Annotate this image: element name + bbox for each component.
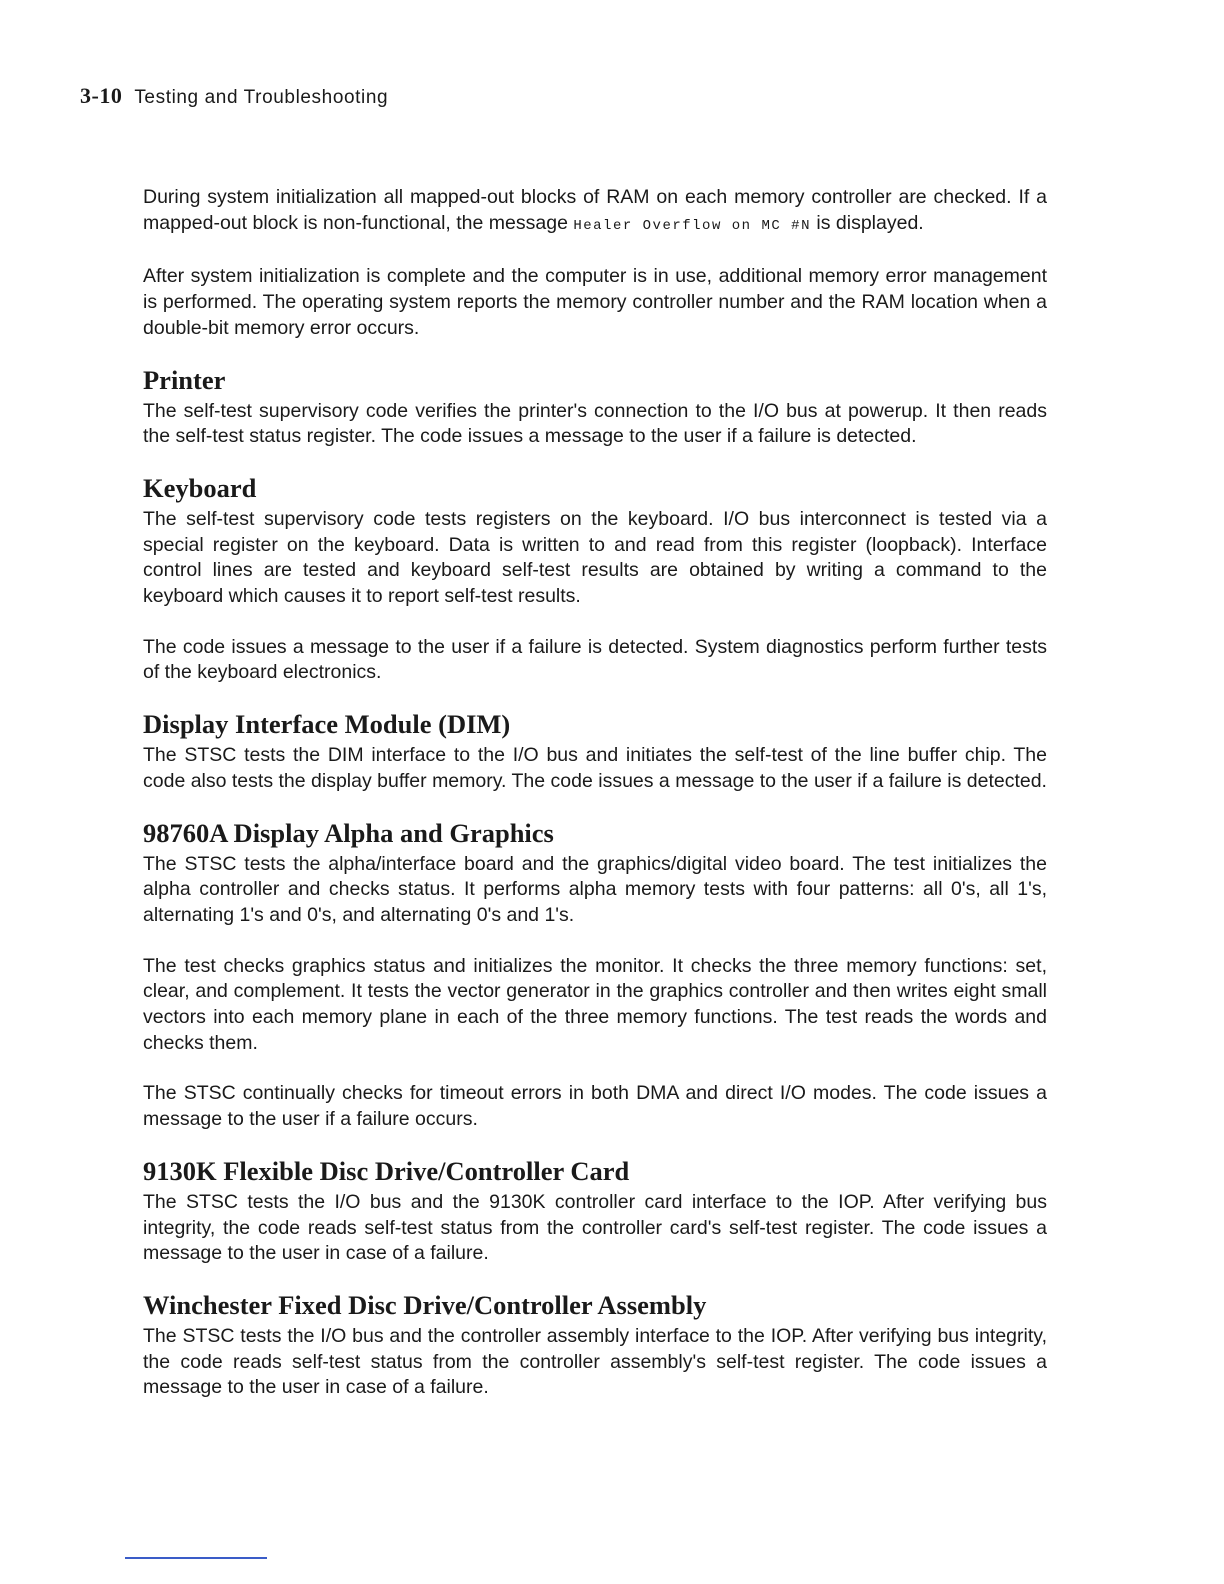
dim-paragraph-1: The STSC tests the DIM interface to the I/O bus and initiates the self-test of the line buffer chip. The code also tests the display buffer memory. The code issues a message to the user if a failure is detected. <box>143 744 1047 792</box>
intro-paragraph-1 <box>143 185 1047 239</box>
printer-paragraph-1: The self-test supervisory code verifies the printer's connection to the I/O bus at powerup. It then reads the self-test status register. The code issues a message to the user if a failure is detected. <box>143 399 1047 448</box>
intro-text-before: During system initialization all mapped-out blocks of RAM on each memory controller are checked. If a mapped-out block is non-functional, the message <box>143 186 1047 234</box>
section-heading-printer: Printer <box>143 364 226 395</box>
section-heading-dim: Display Interface Module (DIM) <box>143 709 511 740</box>
flexible-disc-paragraph-1: The STSC tests the I/O bus and the 9130K controller card interface to the IOP. After verifying bus integrity, the code reads self-test status from the controller card's self-test register. The code issues a message to the user in case of a failure. <box>143 1190 1047 1265</box>
section-heading-winchester: Winchester Fixed Disc Drive/Controller Assembly <box>143 1289 707 1320</box>
display-98760a-paragraph-3: The STSC continually checks for timeout errors in both DMA and direct I/O modes. The code issues a message to the user if a failure occurs. <box>143 1082 1047 1131</box>
error-message-code: Healer Overflow on MC #N <box>573 217 811 234</box>
display-98760a-paragraph-1: The STSC tests the alpha/interface board and the graphics/digital video board. The test initializes the alpha controller and checks status. It performs alpha memory tests with four patterns: all 0's, all 1's, alternating 1's and 0's, and alternating 0's and 1's. <box>143 852 1047 926</box>
intro-paragraph-2: After system initialization is complete and the computer is in use, additional memory error management is performed. The operating system reports the memory controller number and the RAM location when a double-bit memory error occurs. <box>143 265 1047 339</box>
display-98760a-paragraph-2: The test checks graphics status and initializes the monitor. It checks the three memory functions: set, clear, and complement. It tests the vector generator in the graphics controller and then writes eight small vectors into each memory plane in each of the three memory functions. The test reads the words and checks them. <box>143 954 1047 1054</box>
keyboard-paragraph-1: The self-test supervisory code tests registers on the keyboard. I/O bus interconnect is tested via a special register on the keyboard. Data is written to and read from this register (loopback). Interface control lines are tested and keyboard self-test results are obtained by writing a command to the keyboard which causes it to report self-test results. <box>143 507 1047 608</box>
running-title: Testing and Troubleshooting <box>134 87 389 108</box>
section-heading-98760a: 98760A Display Alpha and Graphics <box>143 817 554 848</box>
footer-rule <box>125 1557 267 1559</box>
keyboard-paragraph-2: The code issues a message to the user if a failure is detected. System diagnostics perform further tests of the keyboard electronics. <box>143 635 1047 684</box>
section-heading-9130k: 9130K Flexible Disc Drive/Controller Card <box>143 1155 630 1186</box>
page-number: 3-10 <box>80 83 123 108</box>
page-body <box>143 185 1047 1401</box>
intro-text-after: is displayed. <box>810 211 924 234</box>
running-header <box>80 83 388 109</box>
section-heading-keyboard: Keyboard <box>143 472 257 503</box>
winchester-paragraph-1: The STSC tests the I/O bus and the controller assembly interface to the IOP. After verifying bus integrity, the code reads self-test status from the controller assembly's self-test register. The code issues a message to the user in case of a failure. <box>143 1324 1047 1399</box>
